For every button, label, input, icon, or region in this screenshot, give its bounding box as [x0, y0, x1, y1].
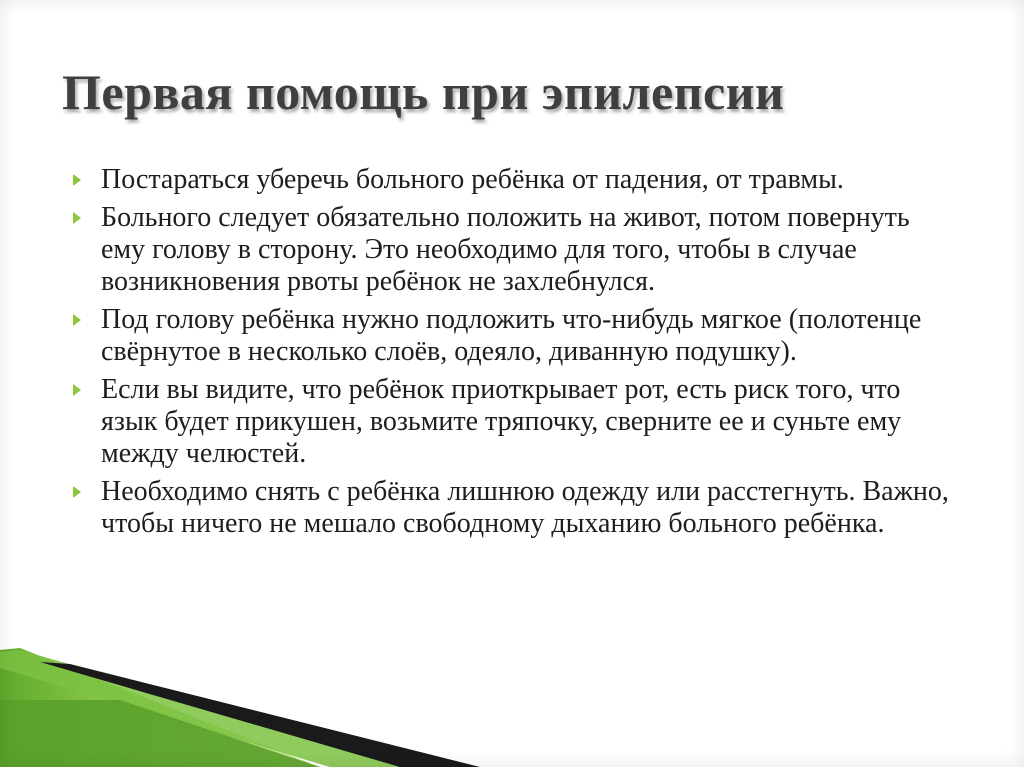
bullet-text: Необходимо снять с ребёнка лишнюю одежду или расстегнуть. Важно, чтобы ничего не мешало свободному дыханию больного ребёнка. — [101, 476, 949, 539]
bullet-list — [70, 164, 950, 546]
slide-title: Первая помощь при эпилепсии — [62, 64, 785, 120]
bullet-item — [70, 304, 950, 368]
bullet-item — [70, 476, 950, 540]
bullet-item — [70, 374, 950, 470]
bullet-item — [70, 164, 950, 196]
bullet-text: Постараться уберечь больного ребёнка от падения, от травмы. — [101, 164, 844, 195]
triangle-right-icon — [73, 212, 81, 224]
bullet-text: Больного следует обязательно положить на живот, потом повернуть ему голову в сторону. Это необходимо для того, чтобы в случае возникновения рвоты ребёнок не захлебнулся. — [101, 202, 910, 297]
bullet-text: Под голову ребёнка нужно подложить что-нибудь мягкое (полотенце свёрнутое в несколько слоёв, одеяло, диванную подушку). — [101, 304, 922, 367]
triangle-right-icon — [73, 314, 81, 326]
triangle-right-icon — [73, 384, 81, 396]
triangle-right-icon — [73, 174, 81, 186]
triangle-right-icon — [73, 486, 81, 498]
bullet-item — [70, 202, 950, 298]
bullet-text: Если вы видите, что ребёнок приоткрывает рот, есть риск того, что язык будет прикушен, возьмите тряпочку, сверните ее и суньте ему между челюстей. — [101, 374, 902, 469]
